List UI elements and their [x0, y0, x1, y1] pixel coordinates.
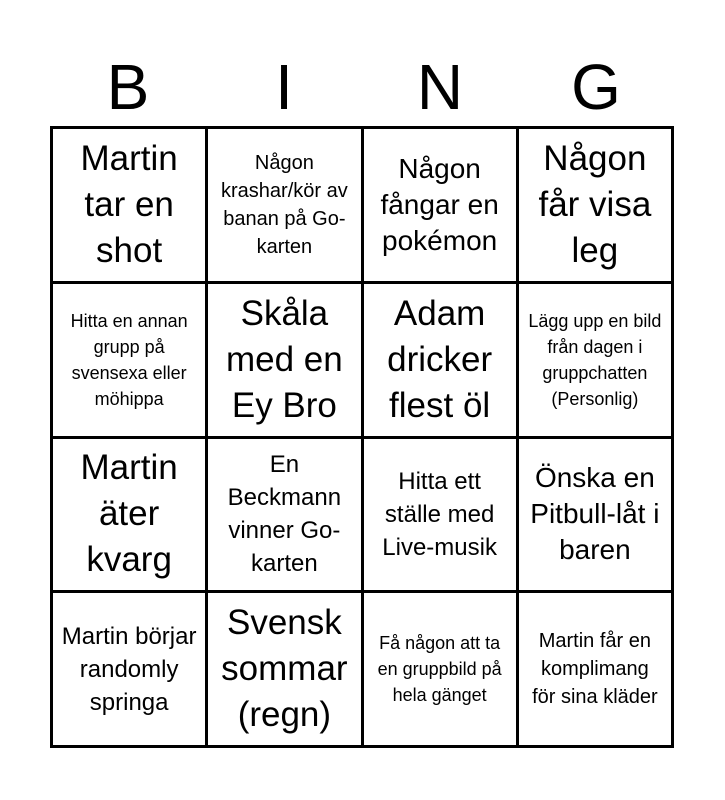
bingo-cell-r1-c4[interactable] — [519, 129, 671, 281]
bingo-board — [50, 126, 674, 748]
header-letter-n: N — [416, 51, 464, 123]
bingo-cell-r3-c1[interactable] — [53, 439, 205, 591]
bingo-cell-r2-c1[interactable] — [53, 284, 205, 436]
bingo-cell-r2-c2[interactable] — [208, 284, 360, 436]
cell-text: Martin tar en shot — [80, 138, 178, 270]
bingo-cell-r4-c2[interactable] — [208, 593, 360, 745]
bingo-cell-r1-c2[interactable] — [208, 129, 360, 281]
cell-text: Skåla med en Ey Bro — [226, 293, 343, 425]
bingo-header — [50, 48, 674, 126]
cell-text: En Beckmann vinner Go-karten — [227, 451, 342, 578]
cell-text: Önska en Pitbull-låt i baren — [530, 462, 660, 566]
bingo-cell-r1-c3[interactable] — [364, 129, 516, 281]
cell-text: Martin börjar randomly springa — [61, 622, 197, 716]
bingo-cell-r4-c3[interactable] — [364, 593, 516, 745]
bingo-cell-r4-c1[interactable] — [53, 593, 205, 745]
header-letter-b: B — [106, 51, 150, 123]
bingo-cell-r1-c1[interactable] — [53, 129, 205, 281]
bingo-cell-r3-c2[interactable] — [208, 439, 360, 591]
bingo-cell-r2-c3[interactable] — [364, 284, 516, 436]
cell-text: Få någon att ta en gruppbild på hela gänget — [377, 633, 502, 706]
cell-text: Hitta en annan grupp på svensexa eller möhippa — [70, 310, 188, 409]
cell-text: Adam dricker flest öl — [387, 293, 493, 425]
cell-text: Martin får en komplimang för sina kläder — [532, 630, 658, 709]
cell-text: Svensk sommar (regn) — [221, 603, 348, 735]
header-letter-i: I — [275, 51, 293, 123]
bingo-cell-r3-c3[interactable] — [364, 439, 516, 591]
header-letter-g: G — [571, 51, 621, 123]
cell-text: Martin äter kvarg — [80, 448, 178, 580]
cell-text: Någon fångar en pokémon — [380, 152, 499, 256]
cell-text: Lägg upp en bild från dagen i gruppchatten (Personlig) — [528, 310, 662, 409]
bingo-cell-r4-c4[interactable] — [519, 593, 671, 745]
bingo-cell-r3-c4[interactable] — [519, 439, 671, 591]
bingo-cell-r2-c4[interactable] — [519, 284, 671, 436]
cell-text: Någon krashar/kör av banan på Go-karten — [221, 151, 348, 258]
cell-text: Hitta ett ställe med Live-musik — [382, 467, 497, 561]
cell-text: Någon får visa leg — [538, 138, 652, 270]
